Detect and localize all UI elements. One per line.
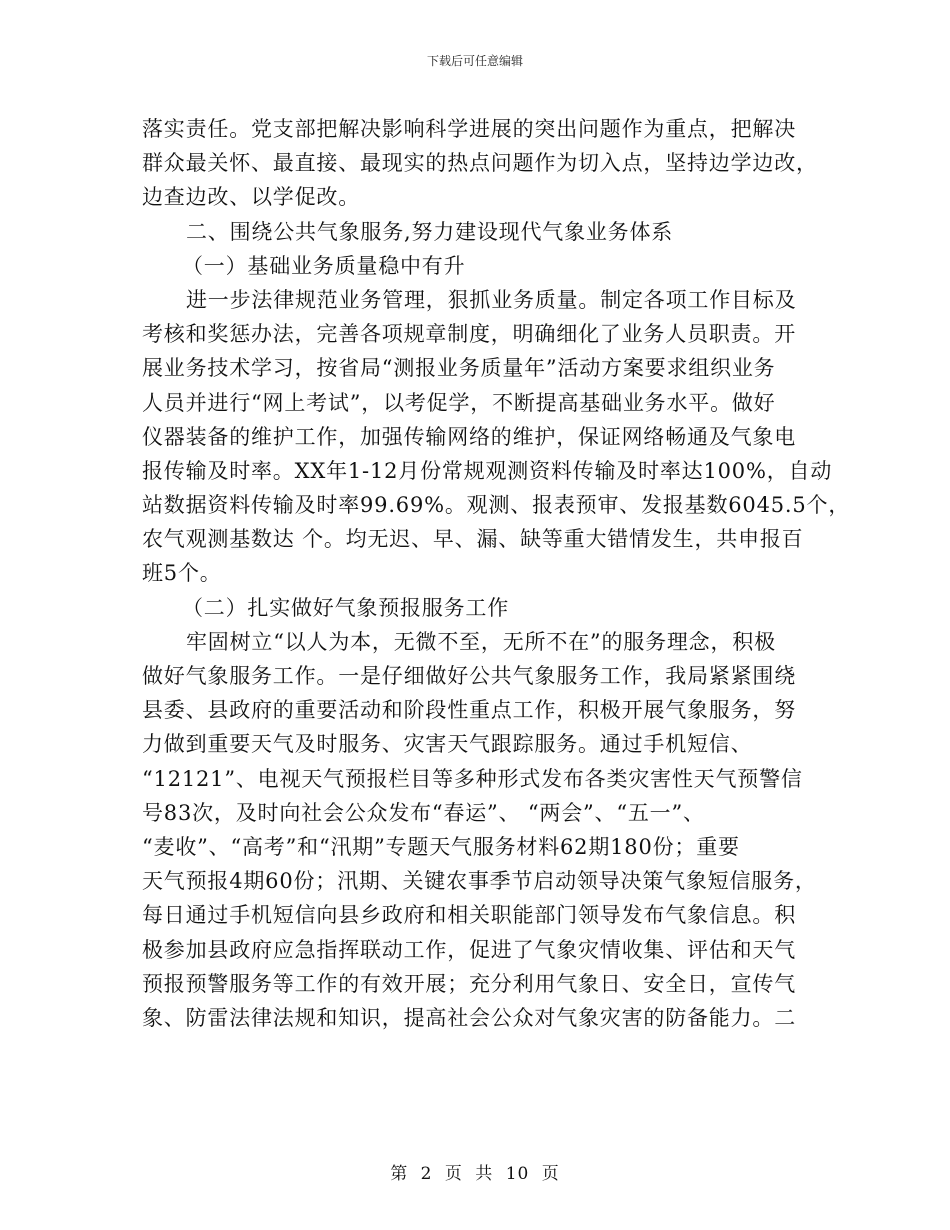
paragraph-line: 每日通过手机短信向县乡政府和相关职能部门领导发布气象信息。积 xyxy=(142,903,796,928)
paragraph-line: 县委、县政府的重要活动和阶段性重点工作，积极开展气象服务，努 xyxy=(142,698,796,723)
page-header: 下载后可任意编辑 xyxy=(426,54,523,68)
paragraph-line: 农气观测基数达 个。均无迟、早、漏、缺等重大错情发生，共申报百 xyxy=(142,527,804,552)
paragraph-line: 牢固树立“以人为本，无微不至，无所不在”的服务理念，积极 xyxy=(186,629,776,654)
paragraph-line: 预报预警服务等工作的有效开展；充分利用气象日、安全日，宣传气 xyxy=(142,971,796,996)
paragraph-line: 考核和奖惩办法，完善各项规章制度，明确细化了业务人员职责。开 xyxy=(142,322,796,347)
paragraph-line: 边查边改、以学促改。 xyxy=(142,185,360,210)
paragraph-line: “12121”、电视天气预报栏目等多种形式发布各类灾害性天气预警信 xyxy=(142,766,803,791)
paragraph-line: 进一步法律规范业务管理，狠抓业务质量。制定各项工作目标及 xyxy=(186,287,797,312)
paragraph-line: 班5个。 xyxy=(142,561,222,586)
paragraph-line: 人员并进行“网上考试”，以考促学，不断提高基础业务水平。做好 xyxy=(142,390,776,415)
paragraph-line: 群众最关怀、最直接、最现实的热点问题作为切入点，坚持边学边改， xyxy=(142,151,818,176)
paragraph-line: 力做到重要天气及时服务、灾害天气跟踪服务。通过手机短信、 xyxy=(142,732,753,757)
paragraph-line: 仪器装备的维护工作，加强传输网络的维护，保证网络畅通及气象电 xyxy=(142,424,796,449)
paragraph-line: 天气预报4期60份；汛期、关键农事季节启动领导决策气象短信服务， xyxy=(142,869,817,894)
document-body xyxy=(142,112,851,1035)
paragraph-line: 做好气象服务工作。一是仔细做好公共气象服务工作，我局紧紧围绕 xyxy=(142,664,796,688)
paragraph-line: 报传输及时率。XX年1-12月份常规观测资料传输及时率达100%，自动 xyxy=(142,458,833,483)
page-number: 第 2 页 共 10 页 xyxy=(390,1164,560,1184)
section-heading: 二、围绕公共气象服务,努力建设现代气象业务体系 xyxy=(186,219,674,244)
subsection-heading: （二）扎实做好气象预报服务工作 xyxy=(182,595,509,620)
subsection-heading: （一）基础业务质量稳中有升 xyxy=(182,253,466,278)
paragraph-line: 站数据资料传输及时率99.69%。观测、报表预审、发报基数6045.5个， xyxy=(142,493,851,518)
paragraph-line: 展业务技术学习，按省局“测报业务质量年”活动方案要求组织业务 xyxy=(142,356,776,381)
paragraph-line: “麦收”、“高考”和“汛期”专题天气服务材料62期180份；重要 xyxy=(142,834,740,859)
paragraph-line: 极参加县政府应急指挥联动工作，促进了气象灾情收集、评估和天气 xyxy=(142,937,796,962)
paragraph-line: 落实责任。党支部把解决影响科学进展的突出问题作为重点，把解决 xyxy=(142,117,796,141)
paragraph-line: 号83次，及时向社会公众发布“春运”、 “两会”、“五一”、 xyxy=(142,800,705,825)
paragraph-line: 象、防雷法律法规和知识，提高社会公众对气象灾害的防备能力。二 xyxy=(142,1005,796,1030)
